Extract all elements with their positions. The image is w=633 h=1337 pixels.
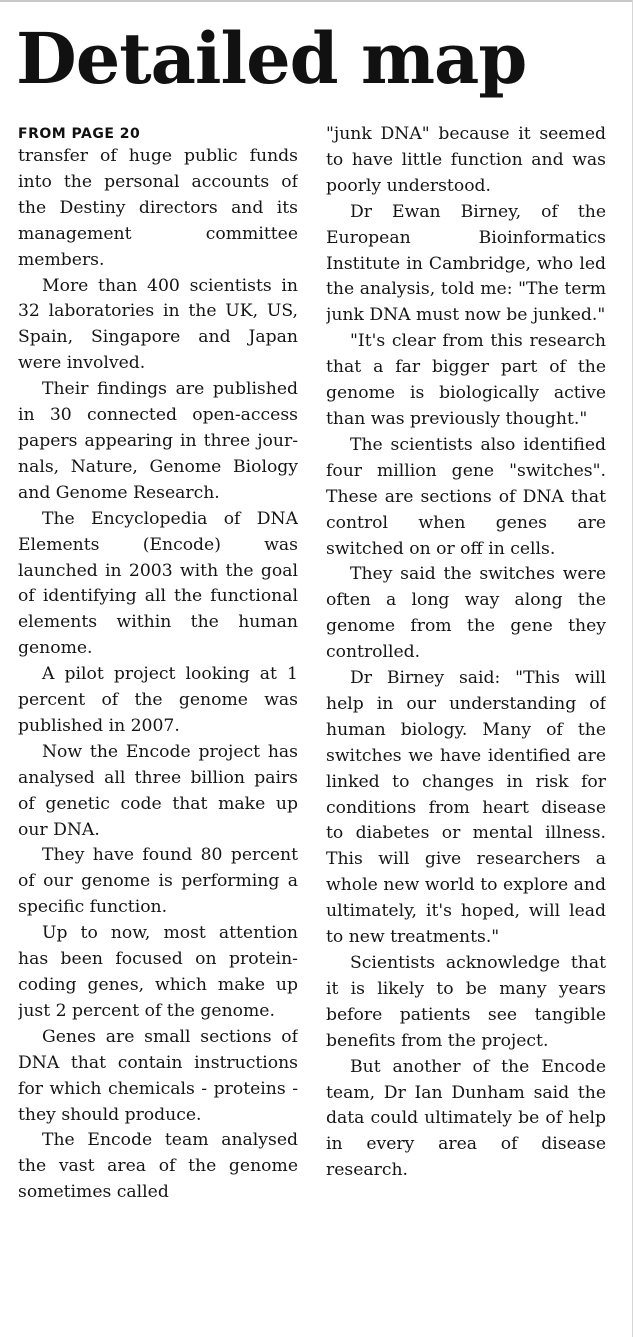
left-column-body: [18, 144, 298, 1206]
headline: Detailed map: [16, 17, 527, 100]
article-paragraph: transfer of huge public funds into the personal accounts of the Destiny directors and its management committee members.: [18, 146, 298, 270]
article-paragraph: Up to now, most attention has been focused on protein-coding genes, which make up just 2 percent of the genome.: [18, 923, 298, 1021]
article-paragraph: But another of the Encode team, Dr Ian Dunham said the data could ultimately be of help in every area of disease research.: [326, 1056, 606, 1181]
left-column: [18, 122, 298, 1332]
article-paragraph: Scientists acknowledge that it is likely to be many years before patients see tangible benefits from the project.: [326, 953, 606, 1051]
article-paragraph: They said the switches were often a long way along the genome from the gene they controlled.: [326, 564, 606, 663]
article-paragraph: More than 400 scientists in 32 laboratories in the UK, US, Spain, Singapore and Japan were involved.: [18, 275, 298, 374]
article-paragraph: "junk DNA" because it seemed to have little function and was poorly understood.: [326, 124, 606, 196]
article-paragraph: A pilot project looking at 1 percent of the genome was published in 2007.: [18, 664, 298, 736]
top-edge-line: [0, 0, 633, 2]
article-paragraph: The Encyclopedia of DNA Elements (Encode) was launched in 2003 with the goal of identifying all the functional elements within the human genome.: [18, 508, 298, 659]
right-column: [326, 122, 606, 1332]
article-paragraph: Dr Birney said: "This will help in our understanding of human biology. Many of the switches we have identified are linked to changes in risk for conditions from heart disease to diabetes or mental illness. This will give researchers a whole new world to explore and ultimately, it's hoped, will lead to new treatments.": [326, 668, 606, 948]
article-paragraph: Genes are small sections of DNA that contain instructions for which chemicals - proteins - they should produce.: [18, 1026, 298, 1125]
article-paragraph: The scientists also identified four million gene "switches". These are sections of DNA that control when genes are switched on or off in cells.: [326, 434, 606, 559]
article-paragraph: They have found 80 percent of our genome is performing a specific function.: [18, 845, 298, 918]
article-paragraph: The Encode team analysed the vast area of the genome sometimes called: [18, 1130, 298, 1203]
right-column-body: [326, 122, 606, 1184]
article-paragraph: Now the Encode project has analysed all three billion pairs of genetic code that make up our DNA.: [18, 741, 298, 840]
article-paragraph: "It's clear from this research that a far bigger part of the genome is biologically active than was previously thought.": [326, 331, 606, 429]
continuation-kicker: FROM PAGE 20: [18, 126, 141, 142]
article-paragraph: Their findings are published in 30 connected open-access papers appearing in three journals, Nature, Genome Biology and Genome Research.: [18, 379, 298, 503]
article-paragraph: Dr Ewan Birney, of the European Bioinformatics Institute in Cambridge, who led the analysis, told me: "The term junk DNA must now be junked.": [326, 201, 606, 326]
